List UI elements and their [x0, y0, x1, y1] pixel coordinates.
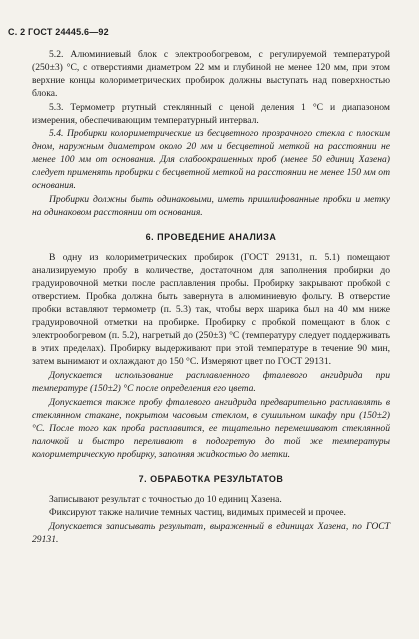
section-6-procedure: В одну из колориметрических пробирок (ГОСТ 29131, п. 5.1) помещают анализируемую пробу в количестве, достаточном для заполнения пробирки до градуировочной метки после расплавления пробы. Пробирку закрывают пробкой с отверстием. Пробка должна быть завернута в алюминиевую фольгу. В отверстие пробки вставляют термометр (п. 5.3) так, чтобы верх шарика был на 40 мм ниже градуировочной отметки на пробирке. Пробирку с пробкой помещают в блок с электрообогревом (п. 5.2), нагретый до (250±3) °С (температуру следует поддерживать в этих пределах). Пробирку выдерживают при этой температуре в течение 90 мин, затем вынимают и охлаждают до 150 °С. Измеряют цвет по ГОСТ 29131. — [32, 252, 390, 368]
section-6-note-2: Допускается также пробу фталевого ангидрида предварительно расплавлять в стеклянном стакане, покрытом часовым стеклом, в сушильном шкафу при (150±2) °С. После того как проба расплавится, ее тщательно перемешивают стеклянной палочкой и быстро переливают в подогретую до той же температуры колориметрическую пробирку, заполняя жидкостью до метки. — [32, 396, 390, 460]
section-6-heading: 6. ПРОВЕДЕНИЕ АНАЛИЗА — [145, 232, 277, 243]
clause-5-2: 5.2. Алюминиевый блок с электрообогревом, с регулируемой температурой (250±3) °С, с отверстиями диаметром 22 мм и глубиной не менее 120 мм, при этом верхние концы колориметрических пробирок должны выступать над поверхностью блока. — [32, 49, 390, 100]
clause-5-3: 5.3. Термометр ртутный стеклянный с ценой деления 1 °С и диапазоном измерения, обеспечивающим температурный интервал. — [32, 101, 390, 126]
section-7-heading: 7. ОБРАБОТКА РЕЗУЛЬТАТОВ — [138, 473, 284, 484]
section-7-para-2: Фиксируют также наличие темных частиц, видимых примесей и прочее. — [49, 507, 346, 519]
document-body — [32, 48, 390, 547]
clause-5-4-note: Пробирки должны быть одинаковыми, иметь пришлифованные пробки и метку на одинаковом расстоянии от основания. — [32, 194, 390, 219]
section-7-note: Допускается записывать результат, выраженный в единицах Хазена, по ГОСТ 29131. — [32, 520, 390, 545]
section-7-para-1: Записывают результат с точностью до 10 единиц Хазена. — [49, 493, 282, 505]
page-header: С. 2 ГОСТ 24445.6—92 — [8, 27, 109, 37]
section-6-note-1: Допускается использование расплавленного фталевого ангидрида при температуре (150±2) °С после определения его цвета. — [32, 370, 390, 395]
clause-5-4: 5.4. Пробирки колориметрические из бесцветного прозрачного стекла с плоским дном, наружным диаметром около 20 мм и бесцветной меткой на расстоянии не менее 100 мм от основания. Для слабоокрашенных проб (менее 50 единиц Хазена) следует применять пробирки с бесцветной меткой на расстоянии не менее 150 мм от основания. — [32, 128, 390, 192]
